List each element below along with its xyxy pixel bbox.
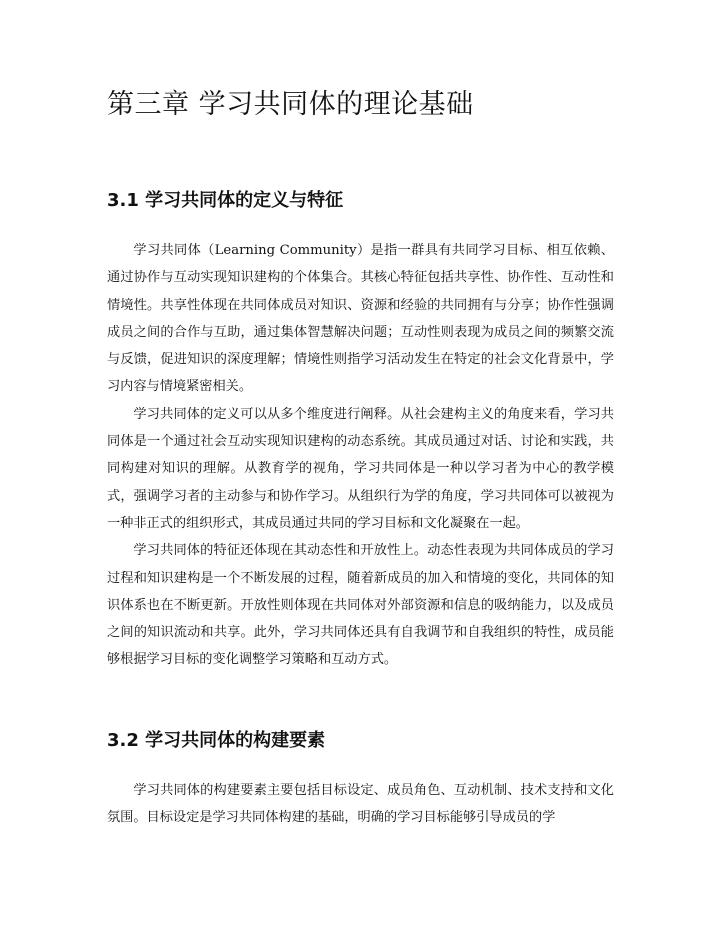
paragraph: 学习共同体的定义可以从多个维度进行阐释。从社会建构主义的角度来看，学习共同体是一个通过社会互动实现知识建构的动态系统。其成员通过对话、讨论和实践，共同构建对知识的理解。从教育学的视角，学习共同体是一种以学习者为中心的教学模式，强调学习者的主动参与和协作学习。从组织行为学的角度，学习共同体可以被视为一种非正式的组织形式，其成员通过共同的学习目标和文化凝聚在一起。 — [107, 406, 614, 531]
section-heading-3-1: 3.1 学习共同体的定义与特征 — [107, 190, 344, 211]
paragraph: 学习共同体的特征还体现在其动态性和开放性上。动态性表现为共同体成员的学习过程和知识建构是一个不断发展的过程，随着新成员的加入和情境的变化，共同体的知识体系也在不断更新。开放性则体现在共同体对外部资源和信息的吸纳能力，以及成员之间的知识流动和共享。此外，学习共同体还具有自我调节和自我组织的特性，成员能够根据学习目标的变化调整学习策略和互动方式。 — [107, 543, 614, 668]
paragraph: 学习共同体（Learning Community）是指一群具有共同学习目标、相互依赖、通过协作与互动实现知识建构的个体集合。其核心特征包括共享性、协作性、互动性和情境性。共享性体现在共同体成员对知识、资源和经验的共同拥有与分享；协作性强调成员之间的合作与互助，通过集体智慧解决问题；互动性则表现为成员之间的频繁交流与反馈，促进知识的深度理解；情境性则指学习活动发生在特定的社会文化背景中，学习内容与情境紧密相关。 — [107, 243, 614, 395]
section-heading-3-2: 3.2 学习共同体的构建要素 — [107, 730, 326, 751]
chapter-title: 第三章 学习共同体的理论基础 — [107, 89, 474, 120]
section-body-3-1 — [107, 237, 614, 674]
section-body-3-2 — [107, 777, 614, 832]
paragraph: 学习共同体的构建要素主要包括目标设定、成员角色、互动机制、技术支持和文化氛围。目标设定是学习共同体构建的基础，明确的学习目标能够引导成员的学 — [107, 783, 614, 826]
